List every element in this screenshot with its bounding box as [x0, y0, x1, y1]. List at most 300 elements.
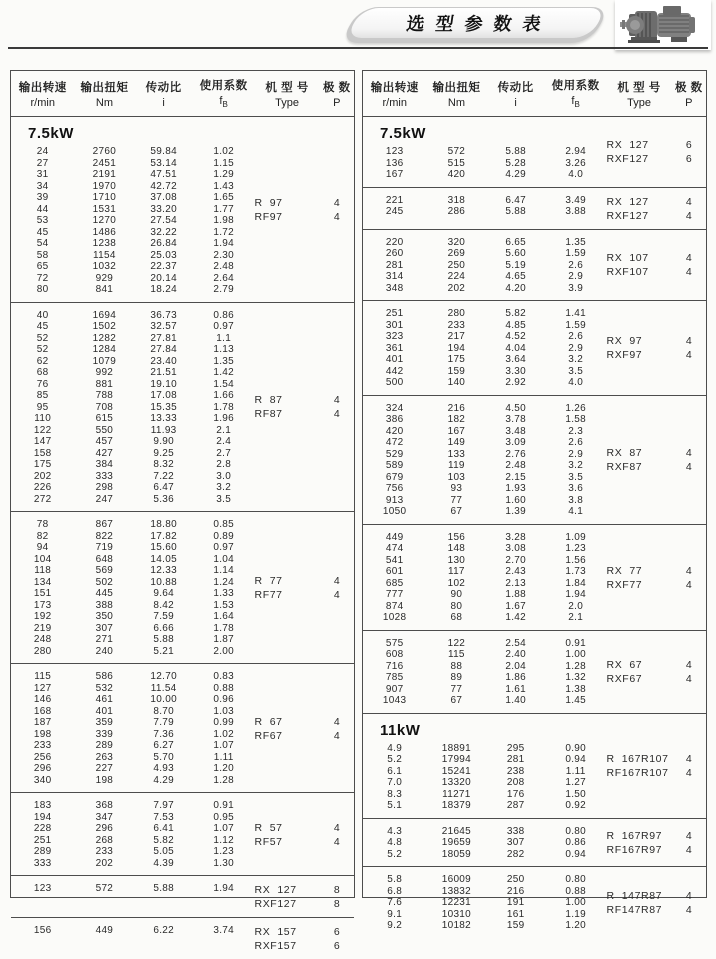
- table-row: [11, 169, 255, 181]
- table-row: [11, 227, 255, 239]
- cell-service-factor: 0.97: [213, 321, 235, 332]
- cell-ratio: 1.40: [505, 695, 526, 706]
- cell-service-factor: 1.28: [565, 660, 587, 672]
- table-row: [363, 672, 607, 684]
- cell-ratio: 9.25: [153, 447, 174, 459]
- cell-service-factor: 2.1: [216, 424, 232, 436]
- cell-torque: 227: [95, 763, 114, 774]
- cell-speed: 575: [385, 637, 404, 649]
- cell-torque: 286: [447, 206, 466, 217]
- cell-speed: 58: [36, 249, 49, 261]
- table-row: [11, 181, 255, 193]
- cell-ratio: 6.27: [153, 740, 174, 751]
- type-cell: [607, 308, 672, 389]
- cell-speed: 296: [33, 763, 52, 774]
- cell-speed: 6.1: [387, 765, 403, 777]
- table-row: [363, 695, 607, 707]
- cell-speed: 401: [385, 354, 404, 365]
- poles-value: 4: [333, 589, 340, 601]
- table-row: [11, 284, 255, 296]
- table-row: [11, 600, 255, 612]
- cell-ratio: 4.85: [505, 319, 526, 331]
- cell-torque: 318: [447, 194, 466, 206]
- cell-service-factor: 1.26: [565, 402, 587, 414]
- cell-service-factor: 1.66: [213, 390, 235, 401]
- cell-torque: 182: [447, 414, 466, 425]
- poles-cell: [320, 883, 354, 911]
- table-row: [11, 706, 255, 718]
- poles-value: 6: [685, 139, 692, 152]
- cell-service-factor: 1.59: [565, 319, 587, 331]
- table-row: [11, 646, 255, 658]
- table-row: [363, 849, 607, 861]
- cell-ratio: 19.10: [150, 378, 177, 390]
- cell-torque: 18059: [441, 848, 472, 860]
- cell-service-factor: 3.6: [568, 483, 584, 494]
- poles-value: 4: [333, 210, 340, 223]
- table-row: [363, 555, 607, 567]
- cell-ratio: 1.39: [505, 506, 526, 517]
- type-label: RF67: [254, 729, 283, 742]
- table-row: [363, 826, 607, 838]
- table-row: [363, 320, 607, 332]
- cell-torque: 1154: [93, 249, 116, 261]
- cell-torque: 18891: [441, 742, 472, 754]
- cell-torque: 384: [95, 459, 114, 470]
- cell-ratio: 2.43: [505, 566, 526, 577]
- cell-speed: 123: [33, 883, 52, 894]
- cell-ratio: 216: [506, 885, 525, 897]
- type-label: RX 127: [606, 139, 649, 152]
- cell-speed: 679: [385, 471, 404, 483]
- cell-speed: 251: [33, 834, 52, 846]
- type-label: RX 107: [606, 252, 649, 265]
- cell-ratio: 5.82: [153, 834, 174, 846]
- table-row: [11, 846, 255, 858]
- cell-service-factor: 0.86: [213, 309, 235, 321]
- cell-ratio: 8.70: [153, 705, 174, 717]
- table-row: [363, 777, 607, 789]
- cell-torque: 708: [95, 401, 114, 413]
- poles-cell: [672, 874, 706, 932]
- cell-speed: 226: [33, 482, 52, 493]
- cell-ratio: 3.78: [505, 414, 526, 425]
- cell-torque: 461: [95, 694, 114, 705]
- cell-ratio: 5.19: [505, 259, 526, 271]
- group-data: [11, 519, 255, 657]
- cell-ratio: 3.28: [505, 531, 526, 543]
- cell-speed: 685: [385, 577, 404, 589]
- cell-service-factor: 2.6: [568, 437, 584, 448]
- cell-ratio: 10.88: [150, 576, 177, 588]
- cell-speed: 122: [33, 424, 52, 436]
- cell-speed: 45: [36, 226, 49, 238]
- unit-text: Type: [627, 96, 651, 109]
- poles-value: 4: [685, 673, 692, 685]
- cell-speed: 27: [36, 157, 49, 169]
- cell-ratio: 7.97: [153, 800, 174, 811]
- row-group: [11, 117, 354, 302]
- group-data: [363, 195, 607, 223]
- cell-service-factor: 1.29: [213, 169, 235, 180]
- cell-torque: 10310: [441, 908, 472, 920]
- cell-speed: 420: [385, 425, 404, 437]
- cell-service-factor: 1.72: [213, 226, 235, 238]
- cell-speed: 907: [385, 683, 404, 695]
- cell-speed: 7.0: [387, 777, 403, 788]
- table-row: [11, 694, 255, 706]
- cell-torque: 586: [95, 671, 114, 682]
- poles-value: 4: [685, 266, 692, 279]
- table-row: [363, 649, 607, 661]
- cell-speed: 168: [33, 705, 52, 717]
- cell-ratio: 32.22: [150, 226, 177, 238]
- cell-speed: 45: [36, 321, 49, 332]
- column-header-speed: [363, 79, 426, 109]
- cell-ratio: 47.51: [150, 169, 177, 180]
- cell-ratio: 27.81: [150, 332, 177, 344]
- table-row: [11, 390, 255, 402]
- row-group: [363, 713, 706, 818]
- cell-speed: 777: [385, 589, 404, 600]
- table-row: [11, 356, 255, 368]
- cell-ratio: 10.00: [150, 694, 177, 705]
- gear-motor-image: [615, 0, 711, 50]
- table-row: [363, 874, 607, 886]
- cell-service-factor: 3.9: [568, 282, 584, 294]
- type-label: RXF127: [606, 209, 649, 222]
- poles-value: 4: [685, 767, 692, 779]
- table-row: [363, 206, 607, 218]
- group-data: [363, 638, 607, 707]
- table-row: [363, 897, 607, 909]
- cell-speed: 324: [385, 402, 404, 414]
- row-group: [363, 818, 706, 867]
- table-row: [363, 886, 607, 898]
- title-banner: [350, 7, 600, 43]
- cell-speed: 6.8: [387, 885, 403, 897]
- cell-ratio: 8.42: [153, 599, 174, 611]
- cell-service-factor: 1.23: [565, 543, 587, 554]
- cell-service-factor: 1.53: [213, 599, 235, 611]
- cell-torque: 1270: [92, 215, 117, 226]
- cell-ratio: 9.90: [153, 436, 174, 447]
- cell-service-factor: 1.42: [213, 367, 235, 378]
- cell-torque: 16009: [441, 874, 472, 885]
- cell-torque: 320: [447, 236, 466, 248]
- cell-ratio: 1.88: [505, 589, 526, 600]
- table-row: [11, 204, 255, 216]
- group-data: [11, 310, 255, 506]
- unit-text: i: [162, 96, 165, 109]
- cell-service-factor: 2.94: [565, 146, 587, 157]
- cell-ratio: 11.93: [150, 424, 177, 436]
- group-data: [11, 800, 255, 869]
- cell-torque: 719: [95, 542, 114, 553]
- cell-speed: 601: [385, 566, 404, 577]
- type-label: R 97: [254, 196, 283, 209]
- poles-cell: [320, 671, 354, 786]
- type-cell: [607, 403, 672, 518]
- cell-torque: 19659: [441, 837, 472, 848]
- poles-value: 4: [685, 209, 692, 222]
- parameter-tables: [10, 70, 707, 952]
- row-group: [363, 187, 706, 229]
- cell-ratio: 5.88: [505, 146, 526, 157]
- cell-ratio: 2.40: [505, 649, 526, 660]
- cell-ratio: 4.50: [505, 402, 526, 414]
- table-row: [11, 883, 255, 895]
- table-header-row: [363, 71, 706, 117]
- cell-speed: 260: [385, 248, 404, 259]
- group-data: [11, 925, 255, 953]
- poles-value: 4: [685, 843, 692, 856]
- column-header-unit: [134, 97, 192, 109]
- cell-service-factor: 1.45: [565, 695, 587, 706]
- cell-service-factor: 2.6: [568, 259, 584, 271]
- cell-ratio: 3.09: [505, 437, 526, 448]
- type-cell: [255, 519, 320, 657]
- cell-service-factor: 2.30: [213, 249, 235, 261]
- cell-speed: 85: [36, 390, 49, 401]
- table-row: [363, 532, 607, 544]
- cell-speed: 68: [36, 367, 49, 378]
- cell-speed: 1050: [382, 506, 407, 517]
- cell-speed: 104: [33, 553, 52, 565]
- cell-torque: 841: [95, 284, 114, 295]
- column-header-label: 使用系数: [199, 80, 248, 93]
- table-row: [11, 775, 255, 787]
- cell-speed: 233: [33, 740, 52, 751]
- cell-speed: 202: [33, 470, 52, 482]
- cell-service-factor: 1.77: [213, 203, 235, 215]
- cell-speed: 500: [385, 377, 404, 388]
- cell-service-factor: 3.5: [568, 365, 584, 377]
- cell-speed: 65: [36, 261, 49, 272]
- column-header-label: 机 型 号: [265, 81, 309, 94]
- cell-ratio: 6.65: [505, 236, 526, 248]
- type-cell: [255, 124, 320, 296]
- cell-speed: 442: [385, 365, 404, 377]
- cell-speed: 52: [36, 344, 49, 355]
- table-row: [11, 542, 255, 554]
- cell-service-factor: 2.48: [213, 261, 235, 272]
- poles-cell: [672, 195, 706, 223]
- section-title: 7.5kW: [28, 125, 74, 142]
- cell-service-factor: 3.49: [565, 194, 587, 206]
- group-data: [363, 826, 607, 861]
- row-group: [363, 300, 706, 395]
- cell-speed: 82: [36, 530, 49, 542]
- cell-torque: 21645: [441, 825, 472, 837]
- poles-value: 4: [333, 575, 340, 587]
- poles-value: 8: [333, 884, 340, 896]
- cell-torque: 307: [95, 622, 114, 634]
- poles-value: 6: [333, 940, 340, 952]
- cell-torque: 368: [95, 800, 114, 811]
- table-row: [363, 343, 607, 355]
- poles-value: 4: [685, 461, 692, 473]
- type-label: RF167R107: [606, 767, 669, 779]
- table-row: [11, 717, 255, 729]
- cell-torque: 198: [95, 774, 114, 786]
- cell-torque: 1710: [92, 192, 117, 203]
- cell-torque: 89: [450, 672, 463, 683]
- table-row: [11, 448, 255, 460]
- cell-service-factor: 0.88: [565, 885, 587, 897]
- column-header-label: 传动比: [497, 81, 534, 94]
- cell-ratio: 281: [506, 754, 525, 765]
- cell-service-factor: 1.24: [213, 576, 235, 588]
- group-data: [363, 124, 607, 181]
- cell-torque: 224: [447, 271, 466, 282]
- cell-speed: 167: [385, 169, 404, 180]
- table-row: [363, 483, 607, 495]
- table-row: [363, 837, 607, 849]
- cell-torque: 401: [95, 705, 114, 717]
- unit-subscript: B: [574, 100, 580, 110]
- cell-ratio: 17.82: [150, 530, 177, 542]
- type-cell: [607, 638, 672, 707]
- cell-ratio: 6.22: [153, 925, 174, 936]
- cell-service-factor: 1.33: [213, 588, 235, 599]
- cell-speed: 80: [36, 284, 49, 295]
- cell-speed: 40: [36, 309, 49, 321]
- cell-ratio: 6.47: [153, 482, 174, 493]
- cell-ratio: 159: [506, 920, 525, 931]
- cell-service-factor: 1.64: [213, 611, 235, 622]
- cell-speed: 127: [33, 682, 52, 694]
- table-row: [11, 729, 255, 741]
- poles-value: 4: [685, 195, 692, 208]
- cell-speed: 272: [33, 493, 52, 505]
- cell-service-factor: 1.15: [213, 157, 235, 169]
- table-row: [11, 310, 255, 322]
- table-row: [11, 436, 255, 448]
- column-header-label: 极 数: [674, 81, 703, 94]
- cell-service-factor: 1.11: [213, 751, 234, 763]
- poles-value: 4: [333, 835, 340, 848]
- type-label: RX 67: [606, 659, 643, 671]
- cell-service-factor: 0.97: [213, 542, 235, 553]
- column-header-unit: [193, 95, 255, 109]
- table-row: [11, 250, 255, 262]
- table-row: [11, 321, 255, 333]
- cell-torque: 1970: [92, 180, 117, 192]
- cell-speed: 1043: [382, 695, 407, 706]
- cell-service-factor: 1.20: [213, 763, 235, 774]
- cell-speed: 31: [36, 169, 49, 180]
- cell-torque: 268: [95, 834, 114, 846]
- cell-torque: 133: [447, 448, 466, 460]
- row-group: [11, 875, 354, 917]
- poles-cell: [672, 826, 706, 861]
- cell-service-factor: 0.80: [565, 874, 587, 885]
- poles-cell: [672, 721, 706, 812]
- cell-torque: 615: [95, 413, 114, 424]
- cell-service-factor: 3.88: [565, 206, 587, 217]
- cell-torque: 67: [450, 506, 463, 517]
- cell-ratio: 13.33: [150, 413, 177, 424]
- cell-ratio: 3.64: [505, 354, 526, 365]
- cell-ratio: 25.03: [150, 249, 177, 261]
- table-row: [363, 472, 607, 484]
- cell-speed: 248: [33, 634, 52, 645]
- cell-torque: 12231: [441, 897, 472, 908]
- poles-cell: [320, 800, 354, 869]
- cell-torque: 202: [95, 857, 114, 869]
- column-header-unit: [426, 97, 486, 109]
- table-row: [11, 740, 255, 752]
- cell-ratio: 5.05: [153, 846, 174, 857]
- cell-torque: 929: [95, 272, 114, 284]
- cell-service-factor: 3.26: [565, 157, 587, 169]
- cell-ratio: 5.82: [505, 308, 526, 319]
- section-title: 7.5kW: [380, 125, 426, 142]
- table-row: [363, 403, 607, 415]
- poles-value: 4: [685, 659, 692, 671]
- cell-torque: 572: [95, 883, 114, 894]
- cell-speed: 716: [385, 660, 404, 672]
- column-header-label: 使用系数: [551, 80, 600, 93]
- cell-torque: 280: [447, 308, 466, 319]
- poles-cell: [672, 403, 706, 518]
- group-data: [363, 721, 607, 812]
- cell-torque: 11271: [442, 788, 471, 800]
- type-label: RF167R97: [606, 843, 663, 856]
- table-row: [11, 671, 255, 683]
- cell-service-factor: 1.54: [213, 378, 235, 390]
- cell-speed: 1028: [382, 612, 407, 623]
- type-label: R 77: [254, 575, 283, 587]
- unit-text: f: [571, 95, 575, 108]
- group-data: [363, 874, 607, 932]
- column-header-service-factor: [193, 77, 255, 109]
- cell-service-factor: 1.04: [213, 553, 235, 565]
- type-label: RXF67: [606, 673, 643, 685]
- type-label: RXF127: [254, 898, 297, 910]
- column-header-unit: [320, 97, 354, 109]
- cell-torque: 298: [95, 482, 114, 493]
- row-group: [363, 524, 706, 630]
- cell-speed: 289: [33, 846, 52, 857]
- table-row: [11, 459, 255, 471]
- poles-value: 4: [685, 578, 692, 591]
- type-label: R 167R97: [606, 829, 663, 842]
- type-label: RXF157: [254, 940, 297, 952]
- cell-torque: 88: [450, 660, 463, 672]
- cell-ratio: 27.54: [150, 215, 177, 226]
- table-row: [363, 543, 607, 555]
- row-group: [363, 866, 706, 938]
- cell-ratio: 32.57: [150, 321, 177, 332]
- cell-service-factor: 2.79: [213, 284, 235, 295]
- cell-ratio: 11.54: [150, 682, 177, 694]
- cell-torque: 347: [95, 811, 114, 823]
- cell-service-factor: 0.99: [213, 717, 235, 728]
- cell-speed: 192: [33, 611, 52, 622]
- cell-ratio: 287: [506, 800, 525, 811]
- unit-text: P: [685, 96, 693, 109]
- cell-torque: 350: [95, 611, 114, 622]
- type-label: RXF97: [606, 349, 643, 362]
- table-row: [11, 192, 255, 204]
- type-cell: [255, 671, 320, 786]
- cell-speed: 541: [385, 554, 404, 566]
- table-row: [363, 366, 607, 378]
- table-row: [363, 377, 607, 389]
- table-row: [363, 437, 607, 449]
